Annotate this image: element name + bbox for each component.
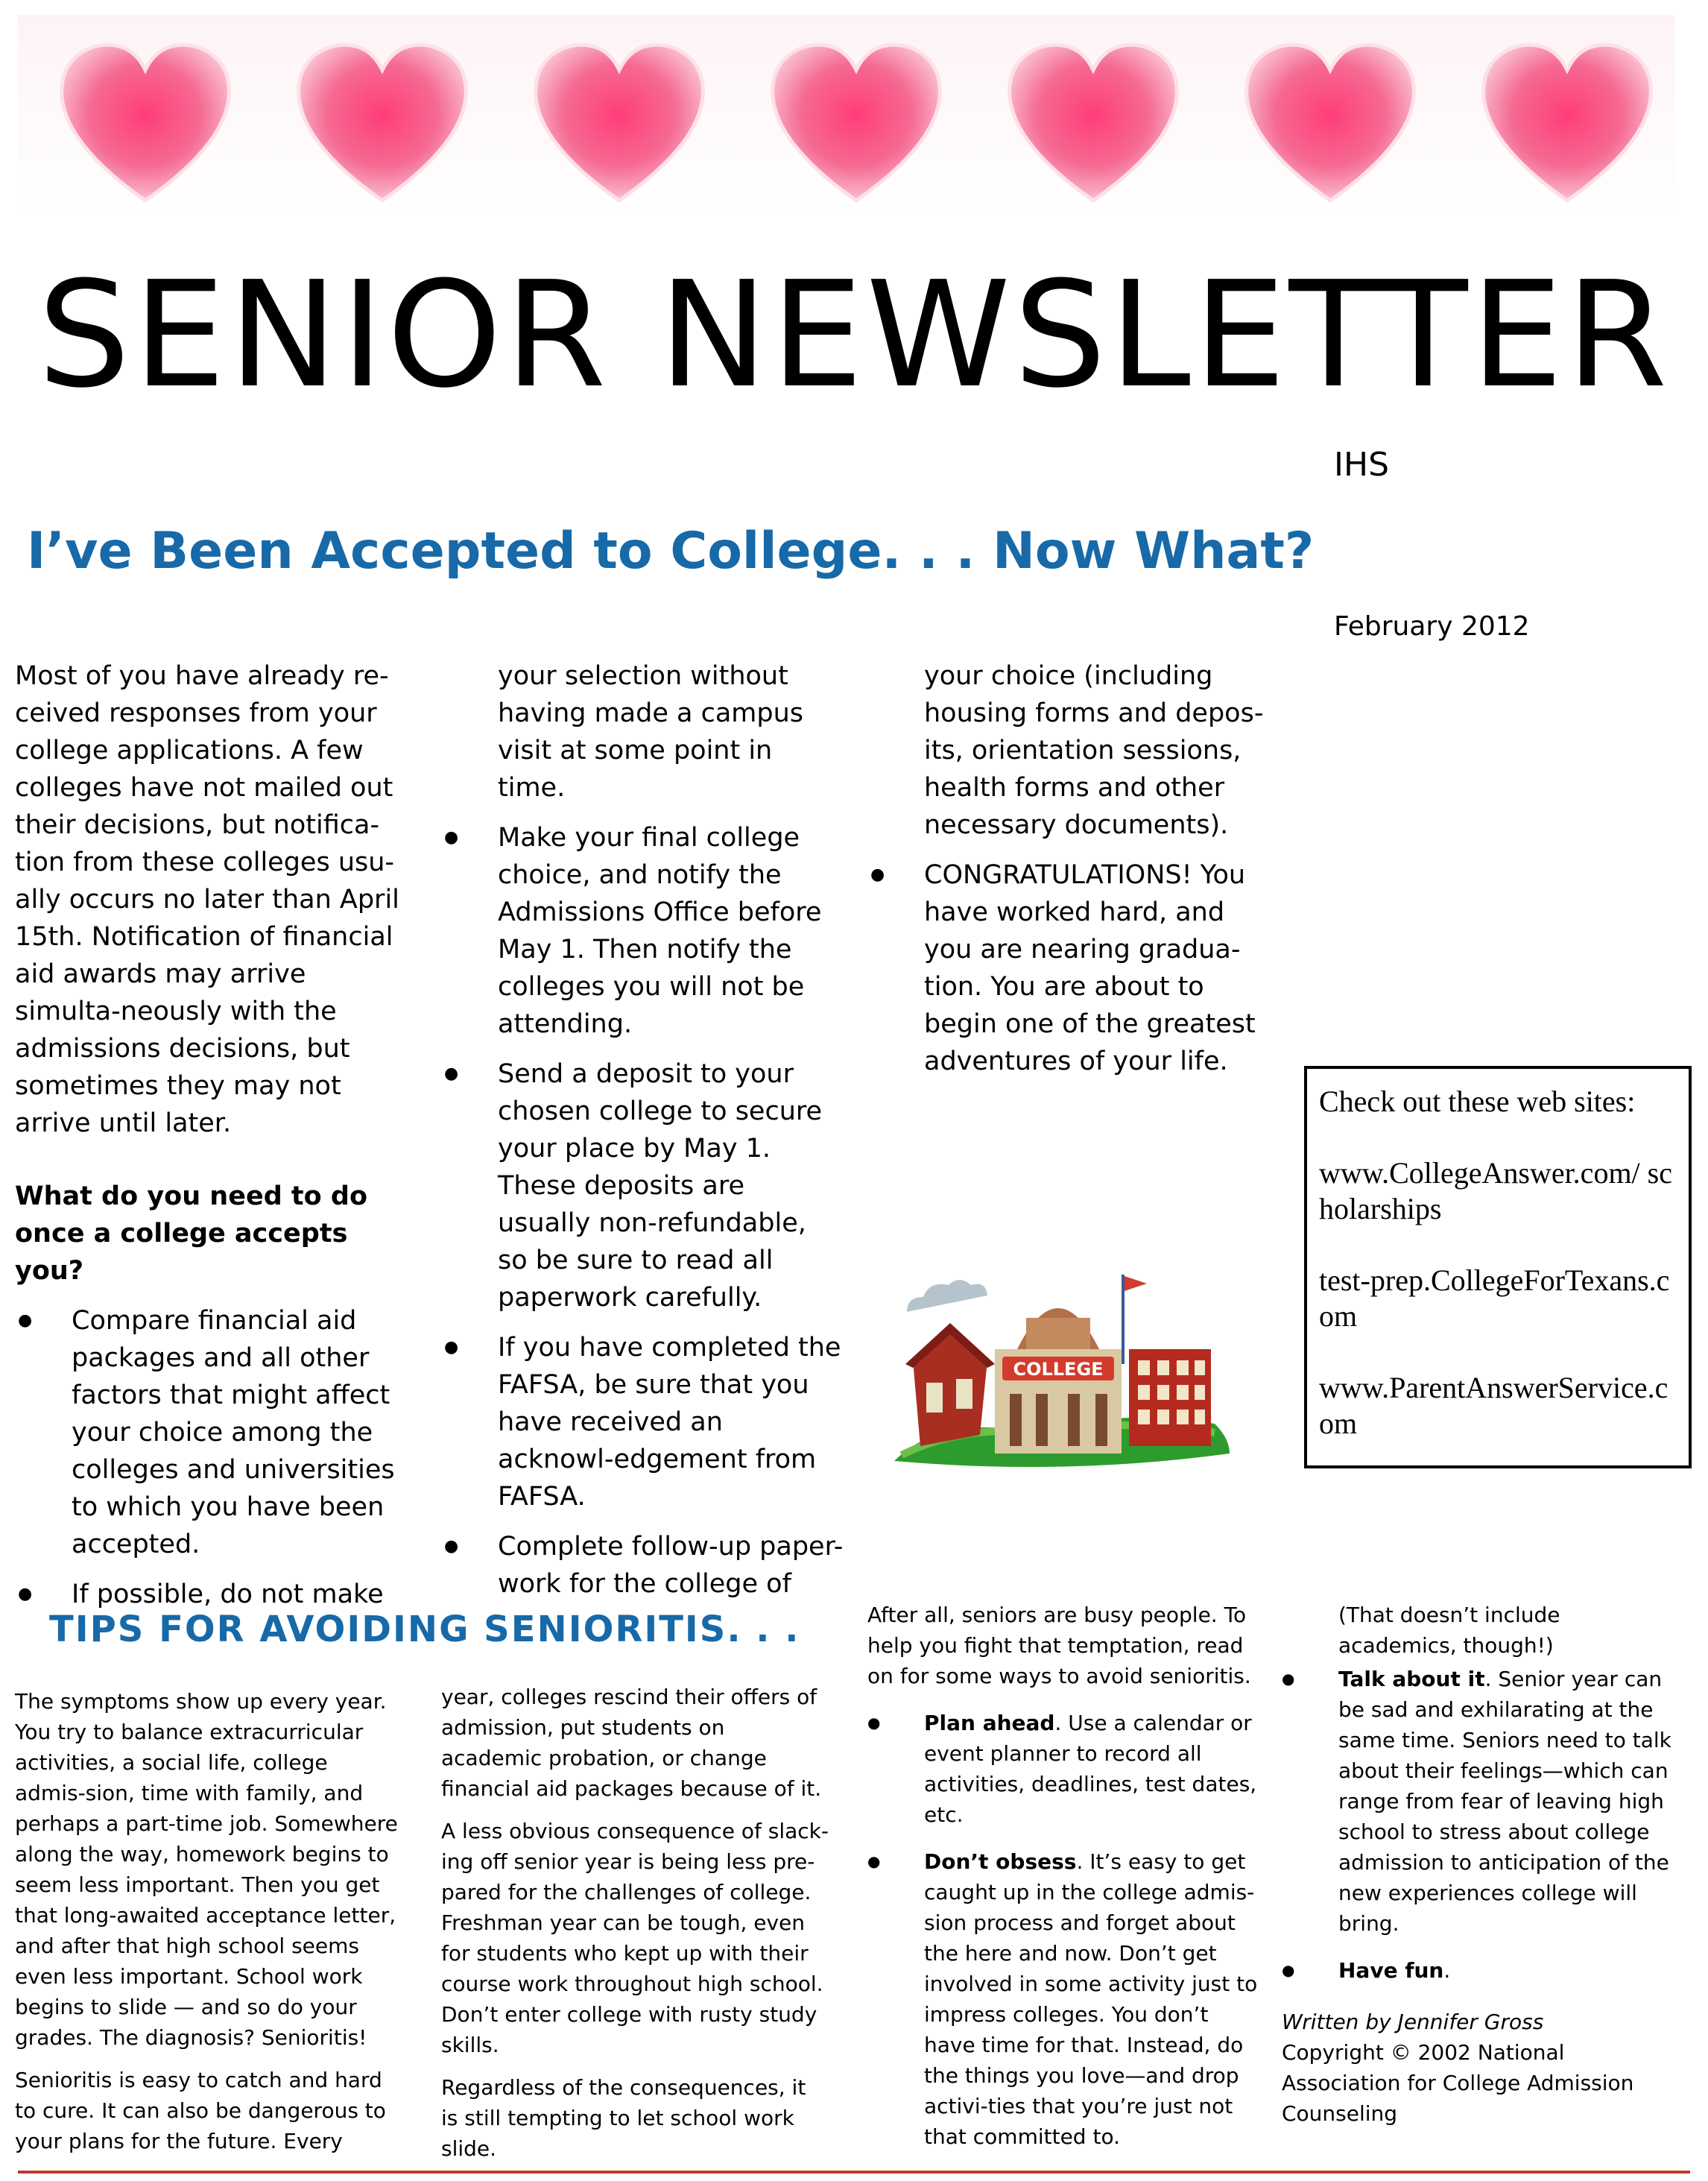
continued-text: your choice (including housing forms and depos-its, orientation sessions, health forms and other necessary documents).: [924, 661, 1264, 840]
tip-text: . Senior year can be sad and exhilarating at the same time. Seniors need to talk about their feelings—which can range from fear of leaving high school to stress about college admission to anticipation of the new experiences college will bring.: [1338, 1667, 1671, 1936]
websites-box: [1304, 1066, 1692, 1468]
list-item: ● Complete follow-up paper-work for the college of: [441, 1528, 844, 1603]
tips-column-1: [15, 1686, 402, 2168]
continued-text: your selection without having made a campus visit at some point in time.: [498, 661, 804, 803]
article-headline: I’ve Been Accepted to College. . . Now What?: [27, 522, 1315, 581]
article-column-3: [867, 657, 1270, 1080]
bullet-list: [15, 1302, 402, 1613]
intro-paragraph: Most of you have already re-ceived responses from your college applications. A few colleges have not mailed out their decisions, but notifica-tion from these colleges usu-ally occurs no later than April 15th. Notification of financial aid awards may arrive simulta-neously with the admissions decisions, but sometimes they may not arrive until later.: [15, 661, 399, 1138]
paragraph: After all, seniors are busy people. To help you fight that temptation, read on for some ways to avoid senioritis.: [867, 1603, 1251, 1688]
subheading: What do you need to do once a college accepts you?: [15, 1181, 367, 1286]
list-item: [867, 1708, 1262, 1830]
bullet-list: [867, 856, 1270, 1080]
article-column-2: [441, 657, 844, 1603]
website-link[interactable]: test-prep.CollegeForTexans.com: [1319, 1263, 1670, 1333]
list-item: ● Send a deposit to your chosen college to secure your place by May 1. These deposits are usually non-refundable, so be sure to read all paperwork carefully.: [441, 1055, 844, 1316]
bullet-list: [441, 819, 844, 1603]
heart-icon: [763, 33, 949, 208]
list-item: ● CONGRATULATIONS! You have worked hard, and you are nearing gradua-tion. You are about to begin one of the greatest adventures of your life.: [867, 856, 1270, 1080]
list-item: ● Compare financial aid packages and all other factors that might affect your choice among the colleges and universities to which you have been accepted.: [15, 1302, 402, 1563]
tips-list: [1282, 1664, 1684, 1986]
tips-column-4: [1282, 1600, 1684, 2129]
list-item: ● If you have completed the FAFSA, be sure that you have received an acknowl-edgement from FAFSA.: [441, 1329, 844, 1515]
author-credit: Written by Jennifer Gross: [1282, 2010, 1544, 2034]
tips-list: [867, 1708, 1262, 2152]
tip-text: . Use a calendar or event planner to record all activities, deadlines, test dates, etc.: [924, 1711, 1257, 1827]
tip-text: . It’s easy to get caught up in the college admis-sion process and forget about the here and now. Don’t get involved in some activity just to impress colleges. You don’t have time for that. Instead, do the things you love—and drop activi-ties that you’re just not that committed to.: [924, 1849, 1258, 2149]
tips-title: TIPS FOR AVOIDING SENIORITIS. . .: [49, 1609, 800, 1650]
tips-column-3: [867, 1600, 1262, 2152]
tip-title: Plan ahead: [924, 1711, 1055, 1735]
tips-column-2: [441, 1682, 829, 2176]
list-item: [867, 1846, 1262, 2152]
paragraph: Senioritis is easy to catch and hard to cure. It can also be dangerous to your plans for the future. Every: [15, 2068, 386, 2153]
tip-title: Talk about it: [1338, 1667, 1485, 1691]
tip-text: .: [1443, 1958, 1451, 1983]
heart-icon: [1000, 33, 1186, 208]
paragraph: (That doesn’t include academics, though!): [1338, 1603, 1560, 1658]
paragraph: year, colleges rescind their offers of admission, put students on academic probation, or change financial aid packages because of it.: [441, 1685, 822, 1801]
college-sign-text: COLLEGE: [1013, 1359, 1104, 1380]
list-item: [1282, 1955, 1684, 1986]
heart-icon: [1474, 33, 1660, 208]
heart-icon: [526, 33, 712, 208]
websites-heading: Check out these web sites:: [1319, 1085, 1636, 1118]
college-building-icon: [891, 1260, 1241, 1476]
list-item: ● Make your final college choice, and notify the Admissions Office before May 1. Then notify the colleges you will not be attending.: [441, 819, 844, 1043]
paragraph: Regardless of the consequences, it is still tempting to let school work slide.: [441, 2075, 806, 2161]
paragraph: A less obvious consequence of slack-ing off senior year is being less pre-pared for the challenges of college. Freshman year can be tough, even for students who kept up with their course work throughout high school. Don’t enter college with rusty study skills.: [441, 1819, 829, 2057]
article-column-1: [15, 657, 402, 1613]
list-item: ● If possible, do not make: [15, 1576, 402, 1613]
copyright: Copyright © 2002 National Association for College Admission Counseling: [1282, 2040, 1634, 2126]
website-link[interactable]: www.CollegeAnswer.com/ scholarships: [1319, 1156, 1672, 1225]
tip-title: Have fun: [1338, 1958, 1444, 1983]
issue-date: February 2012: [1334, 611, 1530, 642]
newsletter-title: SENIOR NEWSLETTER: [37, 250, 1671, 420]
heart-icon: [52, 33, 238, 208]
list-item: [1282, 1664, 1684, 1939]
school-name: IHS: [1334, 446, 1389, 484]
bottom-rule: [18, 2171, 1690, 2174]
website-link[interactable]: www.ParentAnswerService.com: [1319, 1371, 1669, 1440]
heart-icon: [1237, 33, 1423, 208]
heart-icon: [289, 33, 475, 208]
tip-title: Don’t obsess: [924, 1849, 1077, 1874]
paragraph: The symptoms show up every year. You try to balance extracurricular activities, a social life, college admis-sion, time with family, and perhaps a part-time job. Somewhere along the way, homework begins to seem less important. Then you get that long-awaited acceptance letter, and after that high school seems even less important. School work begins to slide — and so do your grades. The diagnosis? Senioritis!: [15, 1689, 398, 2050]
